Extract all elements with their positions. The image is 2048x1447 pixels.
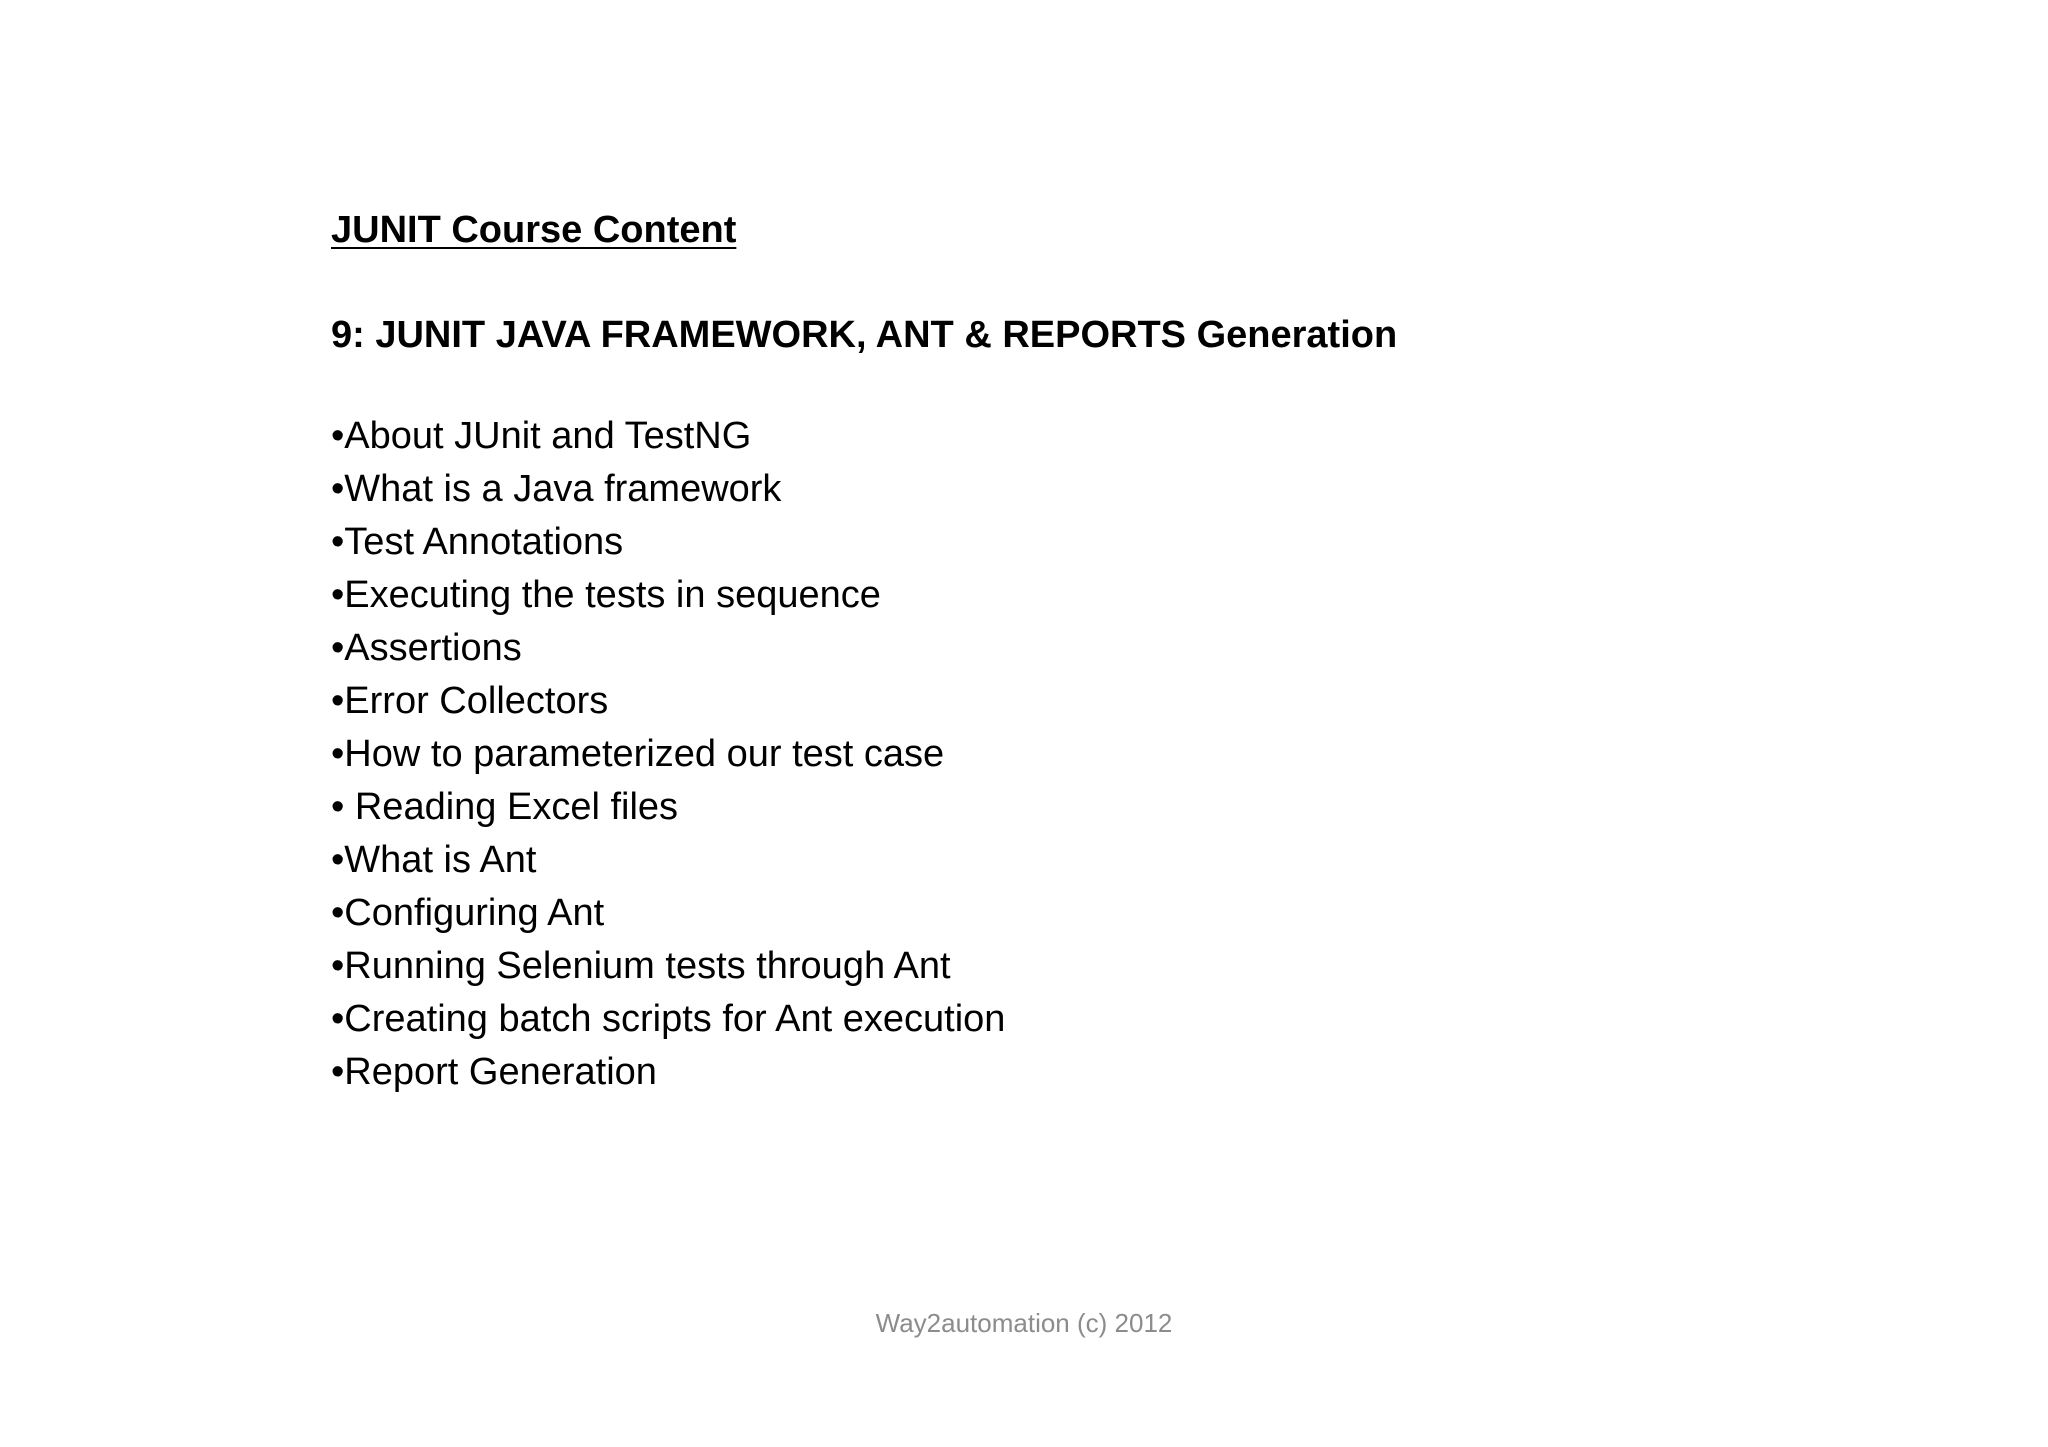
footer-copyright: Way2automation (c) 2012 <box>875 1308 1173 1338</box>
topic-item: •Assertions <box>331 627 522 669</box>
topic-item: •Report Generation <box>331 1051 657 1093</box>
topic-item: •Error Collectors <box>331 680 609 722</box>
topic-item: •Test Annotations <box>331 521 624 563</box>
topic-list <box>331 410 1831 1099</box>
topic-item: •What is a Java framework <box>331 468 782 510</box>
topic-item: • Reading Excel files <box>331 786 679 828</box>
topic-item: •How to parameterized our test case <box>331 733 945 775</box>
topic-item: •Creating batch scripts for Ant execution <box>331 998 1006 1040</box>
topic-item: •Running Selenium tests through Ant <box>331 945 951 987</box>
slide-content <box>331 200 1831 1099</box>
module-title: 9: JUNIT JAVA FRAMEWORK, ANT & REPORTS Generation <box>331 314 1398 356</box>
course-title: JUNIT Course Content <box>331 209 737 251</box>
topic-item: •What is Ant <box>331 839 537 881</box>
topic-item: •About JUnit and TestNG <box>331 415 752 457</box>
topic-item: •Configuring Ant <box>331 892 605 934</box>
topic-item: •Executing the tests in sequence <box>331 574 881 616</box>
